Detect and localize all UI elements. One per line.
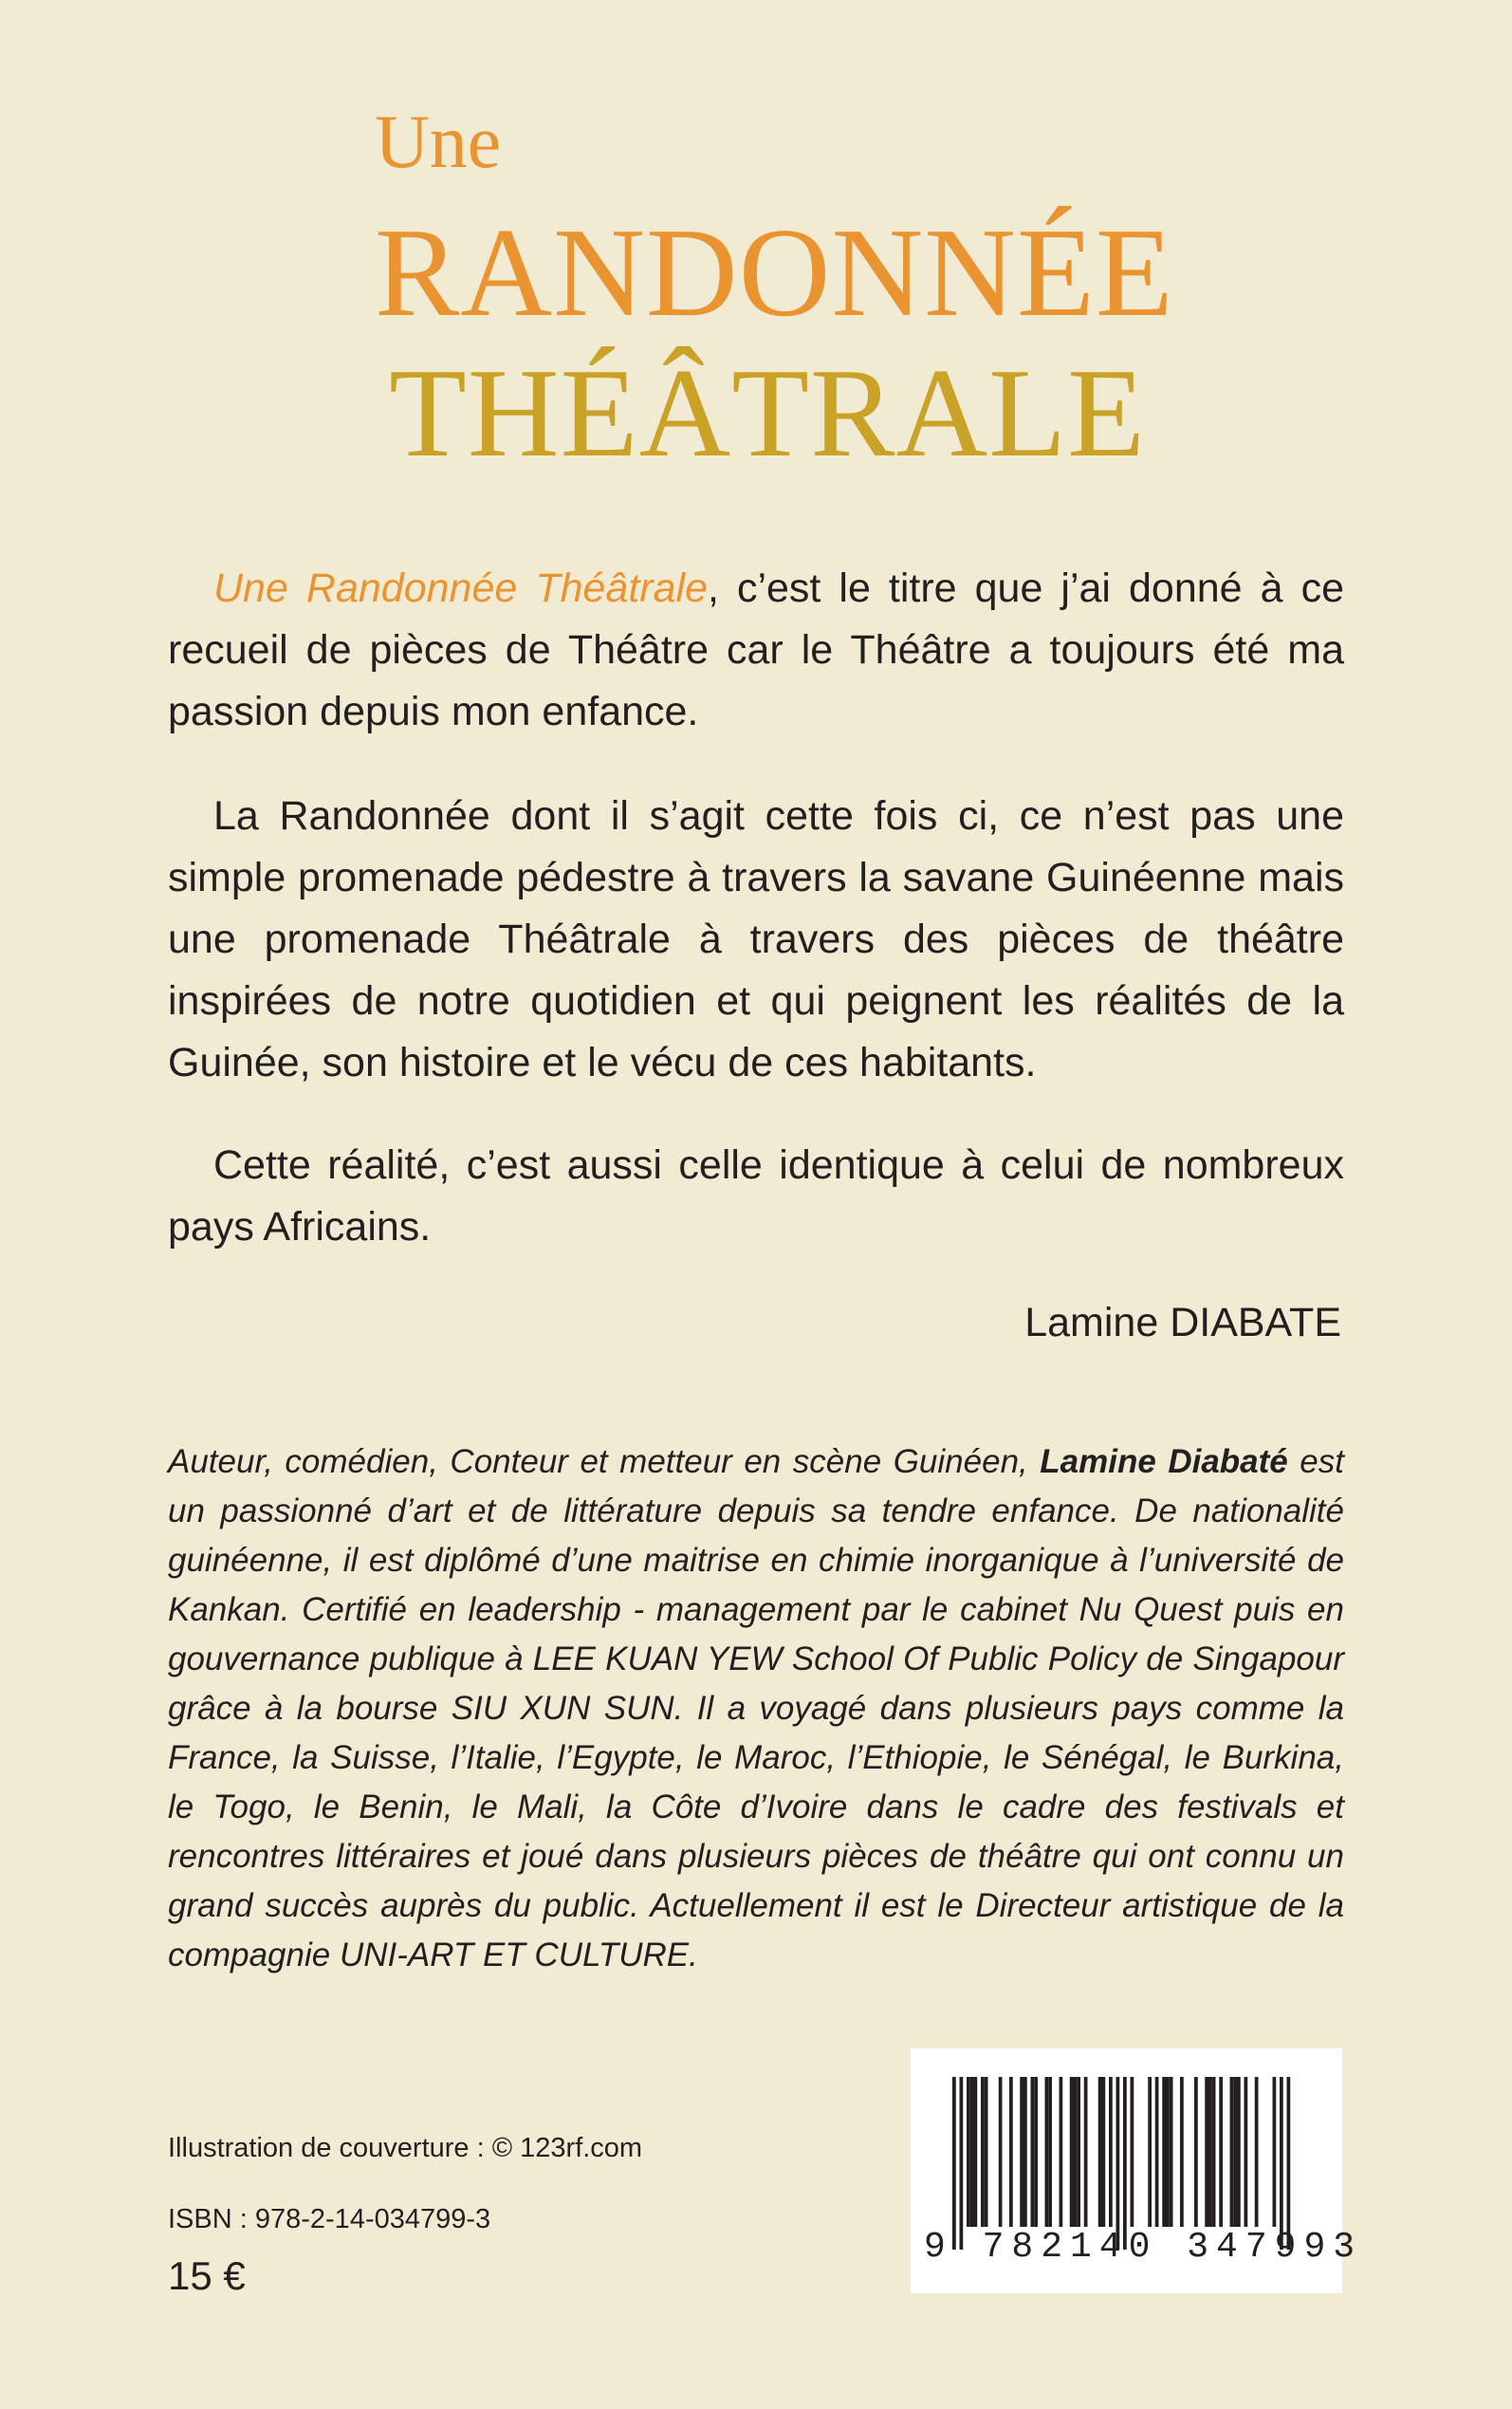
barcode-bar — [985, 2077, 988, 2227]
barcode-bar — [1162, 2077, 1166, 2227]
barcode-bar — [1148, 2077, 1152, 2227]
book-title-italic: Une Randonnée Théâtrale — [213, 565, 708, 611]
intro-paragraph-1 — [168, 558, 1344, 743]
isbn-number: ISBN : 978-2-14-034799-3 — [168, 2204, 491, 2234]
intro-paragraph-3-text: Cette réalité, c’est aussi celle identique à celui de nombreux pays Africains. — [168, 1142, 1344, 1250]
barcode-bar — [1102, 2077, 1106, 2227]
barcode-bar — [1287, 2077, 1291, 2250]
barcode-bar — [1280, 2077, 1283, 2250]
barcode-digits: 9 782140 347993 — [924, 2227, 1363, 2268]
barcode-bar — [1219, 2077, 1223, 2227]
title-line-1: RANDONNÉE — [375, 202, 1174, 343]
bio-author-name: Lamine Diabaté — [1040, 1443, 1288, 1480]
barcode-bar — [1070, 2077, 1074, 2227]
barcode-bar — [1098, 2077, 1102, 2227]
barcode-bar — [1084, 2077, 1088, 2227]
barcode-bar — [1009, 2077, 1013, 2227]
barcode-bar — [1273, 2077, 1277, 2227]
barcode-bar — [1116, 2077, 1120, 2250]
title-line-2: THÉÂTRALE — [389, 343, 1146, 483]
barcode-bar — [1155, 2077, 1159, 2227]
barcode — [911, 2048, 1363, 2293]
price: 15 € — [168, 2253, 246, 2298]
title-small: Une — [375, 101, 502, 184]
barcode-bar — [1194, 2077, 1198, 2227]
barcode-bar — [1233, 2077, 1237, 2227]
barcode-bar — [1180, 2077, 1184, 2227]
barcode-bar — [999, 2077, 1003, 2227]
barcode-bar — [1031, 2077, 1035, 2227]
bio-text-after: est un passionné d’art et de littérature depuis sa tendre enfance. De nationalité guinéenne, il est diplômé d’une maitrise en chimie inorganique à l’université de Kankan. Certifié en leadership - management par le cabinet Nu Quest puis en gouvernance publique à LEE KUAN YEW School Of Public Policy de Singapour grâce à la bourse SIU XUN SUN. Il a voyagé dans plusieurs pays comme la France, la Suisse, l’Italie, l’Egypte, le Maroc, l’Ethiopie, le Sénégal, le Burkina, le Togo, le Benin, le Mali, la Côte d’Ivoire dans le cadre des festivals et rencontres littéraires et joué dans plusieurs pièces de théâtre qui ont connu un grand succès auprès du public. Actuellement il est le Directeur artistique de la compagnie UNI-ART ET CULTURE. — [168, 1443, 1344, 1974]
intro-paragraph-2-text: La Randonnée dont il s’agit cette fois ci, ce n’est pas une simple promenade pédestre à travers la savane Guinéenne mais une promenade Théâtrale à travers des pièces de théâtre inspirées de notre quotidien et qui peignent les réalités de la Guinée, son histoire et le vécu de ces habitants. — [168, 793, 1344, 1085]
barcode-bar — [1245, 2077, 1248, 2227]
barcode-bar — [1060, 2077, 1063, 2227]
barcode-bar — [967, 2077, 970, 2227]
barcode-bar — [1131, 2077, 1134, 2227]
barcode-bar — [1166, 2077, 1170, 2227]
bio-text-before: Auteur, comédien, Conteur et metteur en scène Guinéen, — [168, 1443, 1041, 1480]
barcode-bar — [1255, 2077, 1259, 2227]
barcode-bar — [1230, 2077, 1234, 2227]
barcode-bar — [1212, 2077, 1216, 2227]
intro-paragraph-2 — [168, 786, 1344, 1094]
barcode-bar — [1045, 2077, 1049, 2227]
barcode-bar — [960, 2077, 964, 2250]
barcode-bar — [1077, 2077, 1080, 2227]
barcode-bar — [1048, 2077, 1052, 2227]
barcode-bar — [1170, 2077, 1173, 2227]
barcode-bar — [1123, 2077, 1127, 2250]
barcode-bar — [1205, 2077, 1208, 2227]
author-signature: Lamine DIABATE — [1024, 1300, 1341, 1345]
barcode-bar — [981, 2077, 985, 2227]
barcode-bar — [1034, 2077, 1038, 2227]
barcode-bar — [1020, 2077, 1023, 2227]
barcode-bar — [974, 2077, 978, 2227]
barcode-bar — [952, 2077, 956, 2250]
intro-paragraph-1-text: , c’est le titre que j’ai donné à ce recueil de pièces de Théâtre car le Théâtre a toujours été ma passion depuis mon enfance. — [168, 565, 1344, 734]
barcode-bar — [1023, 2077, 1027, 2227]
illustration-credit: Illustration de couverture : © 123rf.com — [168, 2133, 643, 2163]
author-biography — [168, 1437, 1344, 1980]
barcode-bar — [1237, 2077, 1241, 2227]
barcode-bar — [1208, 2077, 1212, 2227]
intro-paragraph-3 — [168, 1135, 1344, 1258]
barcode-bar — [1109, 2077, 1113, 2227]
barcode-bar — [1074, 2077, 1078, 2227]
barcode-bar — [970, 2077, 974, 2227]
